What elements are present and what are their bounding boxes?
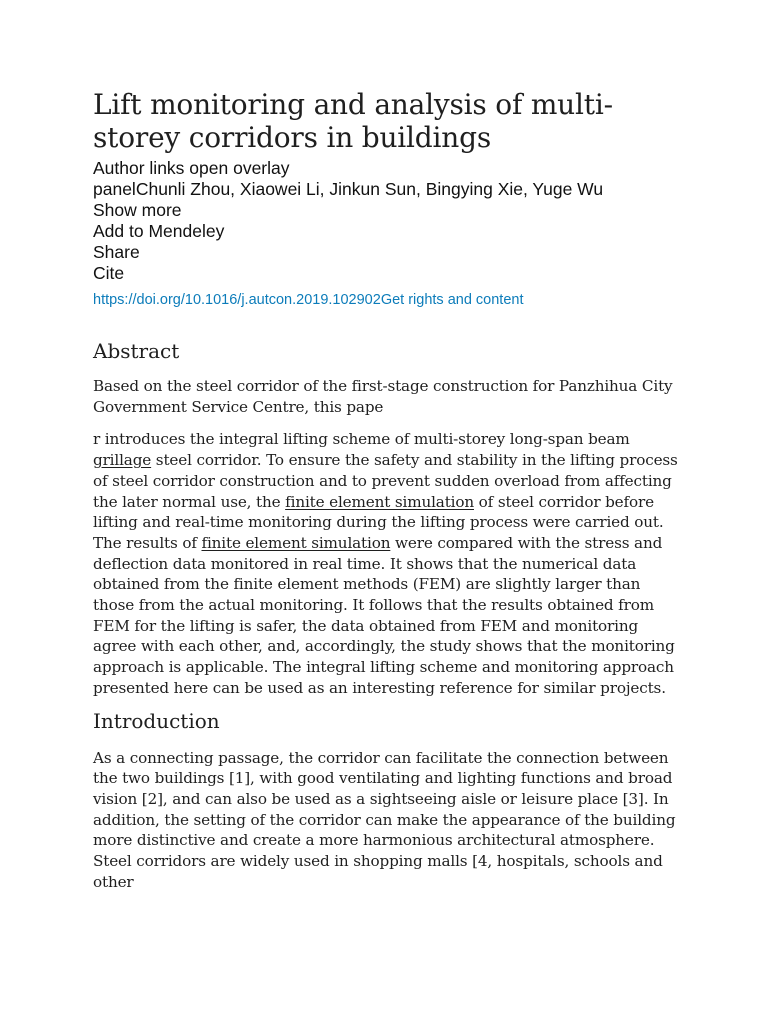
abstract-paragraph-1: Based on the steel corridor of the first-stage construction for Panzhihua City Government Service Centre, this pape <box>93 377 673 416</box>
abstract-heading: Abstract <box>93 339 180 363</box>
author-list[interactable]: panelChunli Zhou, Xiaowei Li, Jinkun Sun, Bingying Xie, Yuge Wu <box>93 179 604 199</box>
abstract-text: steel corridor. To ensure the safety and stability in the lifting process of steel corridor construction and to prevent sudden overload from affecting the later normal use, the <box>93 451 678 511</box>
abstract-text: were compared with the stress and deflection data monitored in real time. It shows that the numerical data obtained from the finite element methods (FEM) are slightly larger than those from the actual monitoring. It follows that the results obtained from FEM for the lifting is safer, the data obtained from FEM and monitoring agree with each other, and, accordingly, the study shows that the monitoring approach is applicable. The integral lifting scheme and monitoring approach presented here can be used as an interesting reference for similar projects. <box>93 533 675 697</box>
introduction-paragraph: As a connecting passage, the corridor can facilitate the connection between the two buildings [1], with good ventilating and lighting functions and broad vision [2], and can also be used as a sightseeing aisle or leisure place [3]. In addition, the setting of the corridor can make the appearance of the building more distinctive and create a more harmonious architectural atmosphere. Steel corridors are widely used in shopping malls [4, hospitals, schools and other <box>93 748 676 891</box>
doi-line <box>93 291 683 309</box>
author-links-overlay-button[interactable]: Author links open overlay <box>93 158 290 178</box>
abstract-text: r introduces the integral lifting scheme of multi-storey long-span beam <box>93 430 630 449</box>
finite-element-simulation-link[interactable]: finite element simulation <box>285 492 474 511</box>
doi-link[interactable]: https://doi.org/10.1016/j.autcon.2019.102902 <box>93 292 381 308</box>
abstract-text: of steel corridor before lifting and real-time monitoring during the lifting process were carried out. The results of <box>93 492 664 552</box>
get-rights-link[interactable]: Get rights and content <box>380 292 524 308</box>
share-button[interactable]: Share <box>93 242 140 262</box>
introduction-heading: Introduction <box>93 708 220 733</box>
grillage-link[interactable]: grillage <box>93 451 152 470</box>
add-to-mendeley-button[interactable]: Add to Mendeley <box>93 221 225 241</box>
article-meta <box>93 158 683 284</box>
abstract-paragraph-2 <box>93 429 683 698</box>
article-page <box>93 88 683 892</box>
finite-element-simulation-link[interactable]: finite element simulation <box>201 533 391 552</box>
cite-button[interactable]: Cite <box>93 263 125 283</box>
show-more-button[interactable]: Show more <box>93 200 182 220</box>
article-title: Lift monitoring and analysis of multi-storey corridors in buildings <box>93 88 613 154</box>
